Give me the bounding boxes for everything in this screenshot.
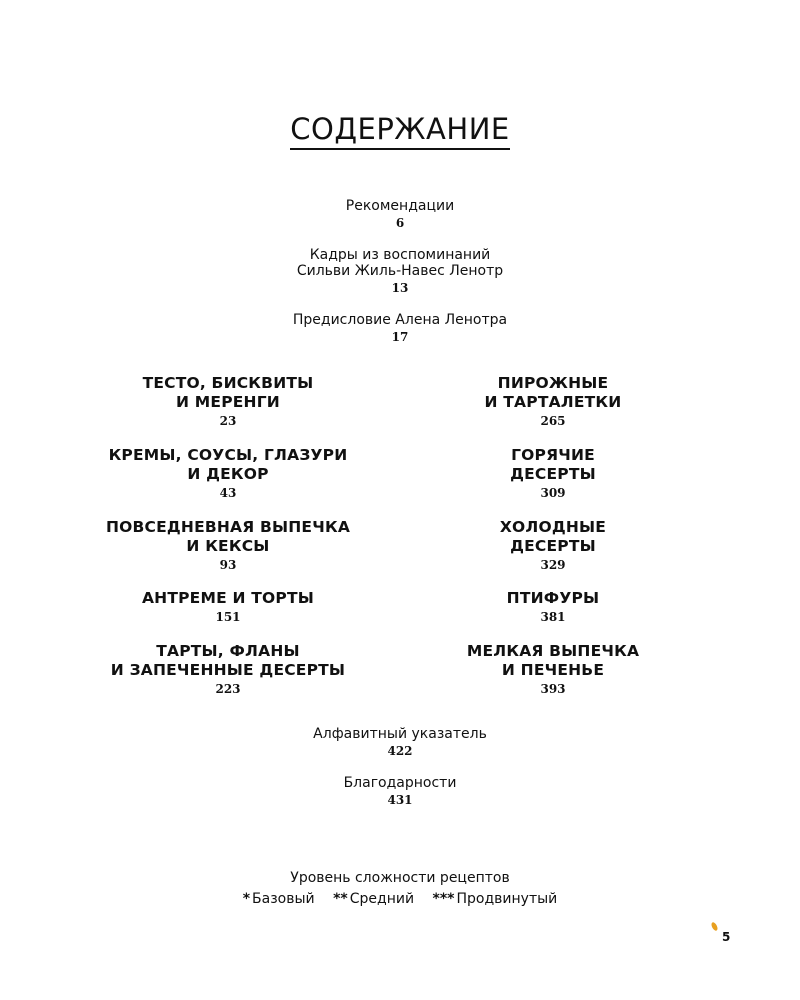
page-number: 151 bbox=[215, 610, 241, 624]
page-number: 43 bbox=[219, 486, 237, 500]
difficulty-legend bbox=[0, 868, 800, 909]
page-number: 431 bbox=[387, 793, 413, 807]
page-number: 23 bbox=[219, 414, 237, 428]
page-title bbox=[0, 112, 800, 150]
chapter-title-line: И ПЕЧЕНЬЕ bbox=[501, 661, 605, 679]
chapter-title-line: И КЕКСЫ bbox=[186, 537, 270, 555]
page-number: 223 bbox=[215, 682, 241, 696]
chapter-entry[interactable] bbox=[403, 518, 703, 573]
page-title-text: СОДЕРЖАНИЕ bbox=[290, 112, 509, 150]
page-folio: 5 bbox=[722, 930, 731, 944]
chapter-entry[interactable] bbox=[403, 446, 703, 501]
chapter-entry[interactable] bbox=[78, 518, 378, 573]
chapter-entry[interactable] bbox=[78, 589, 378, 625]
chapter-title-line: И МЕРЕНГИ bbox=[176, 393, 280, 411]
chapter-title-line: И ТАРТАЛЕТКИ bbox=[484, 393, 622, 411]
page-number: 265 bbox=[540, 414, 566, 428]
page-number: 422 bbox=[387, 744, 413, 758]
entry-title: Кадры из воспоминаний bbox=[309, 247, 491, 263]
chapter-entry[interactable] bbox=[403, 642, 703, 697]
entry-title: Рекомендации bbox=[345, 198, 455, 214]
chapter-title-line: ДЕСЕРТЫ bbox=[510, 465, 596, 483]
page-number: 93 bbox=[219, 558, 237, 572]
toc-entry-preface[interactable] bbox=[0, 312, 800, 345]
toc-entry-index[interactable] bbox=[0, 726, 800, 759]
chapter-title-line: ПОВСЕДНЕВНАЯ ВЫПЕЧКА bbox=[105, 518, 351, 536]
chapter-title-line: ХОЛОДНЫЕ bbox=[499, 518, 607, 536]
toc-entry-acknowledgements[interactable] bbox=[0, 775, 800, 808]
star-icon: ** bbox=[333, 891, 348, 907]
page-number: 6 bbox=[395, 216, 405, 230]
chapter-entry[interactable] bbox=[78, 374, 378, 429]
page-number: 393 bbox=[540, 682, 566, 696]
chapter-title-line: МЕЛКАЯ ВЫПЕЧКА bbox=[466, 642, 640, 660]
toc-entry-memories[interactable] bbox=[0, 247, 800, 296]
chapter-title-line: И ДЕКОР bbox=[187, 465, 269, 483]
legend-label: Средний bbox=[349, 891, 415, 907]
page-number: 309 bbox=[540, 486, 566, 500]
entry-title: Алфавитный указатель bbox=[313, 726, 487, 742]
legend-title: Уровень сложности рецептов bbox=[290, 870, 510, 886]
chapter-title-line: ПТИФУРЫ bbox=[506, 589, 600, 607]
legend-label: Продвинутый bbox=[456, 891, 558, 907]
page-number: 17 bbox=[391, 330, 409, 344]
chapter-title-line: ТАРТЫ, ФЛАНЫ bbox=[156, 642, 300, 660]
toc-entry-recommendations[interactable] bbox=[0, 198, 800, 231]
chapter-title-line: И ЗАПЕЧЕННЫЕ ДЕСЕРТЫ bbox=[110, 661, 346, 679]
page-number: 381 bbox=[540, 610, 566, 624]
chapter-title-line: ПИРОЖНЫЕ bbox=[497, 374, 609, 392]
chapter-entry[interactable] bbox=[78, 446, 378, 501]
chapter-title-line: ГОРЯЧИЕ bbox=[511, 446, 595, 464]
star-icon: *** bbox=[432, 891, 455, 907]
chapter-title-line: АНТРЕМЕ И ТОРТЫ bbox=[141, 589, 314, 607]
chapter-title-line: ТЕСТО, БИСКВИТЫ bbox=[142, 374, 314, 392]
chapter-entry[interactable] bbox=[403, 374, 703, 429]
leaf-icon bbox=[710, 921, 719, 931]
chapter-title-line: ДЕСЕРТЫ bbox=[510, 537, 596, 555]
chapter-entry[interactable] bbox=[403, 589, 703, 625]
legend-label: Базовый bbox=[252, 891, 315, 907]
entry-title: Предисловие Алена Ленотра bbox=[292, 312, 508, 328]
legend-item-advanced bbox=[433, 889, 558, 909]
chapter-title-line: КРЕМЫ, СОУСЫ, ГЛАЗУРИ bbox=[108, 446, 348, 464]
page-number: 329 bbox=[540, 558, 566, 572]
page-number: 13 bbox=[391, 281, 409, 295]
entry-subtitle: Сильви Жиль-Навес Ленотр bbox=[296, 263, 504, 279]
entry-title: Благодарности bbox=[343, 775, 457, 791]
star-icon: * bbox=[242, 891, 251, 907]
legend-item-medium bbox=[333, 889, 414, 909]
chapter-entry[interactable] bbox=[78, 642, 378, 697]
legend-item-basic bbox=[243, 889, 315, 909]
legend-items bbox=[0, 889, 800, 909]
